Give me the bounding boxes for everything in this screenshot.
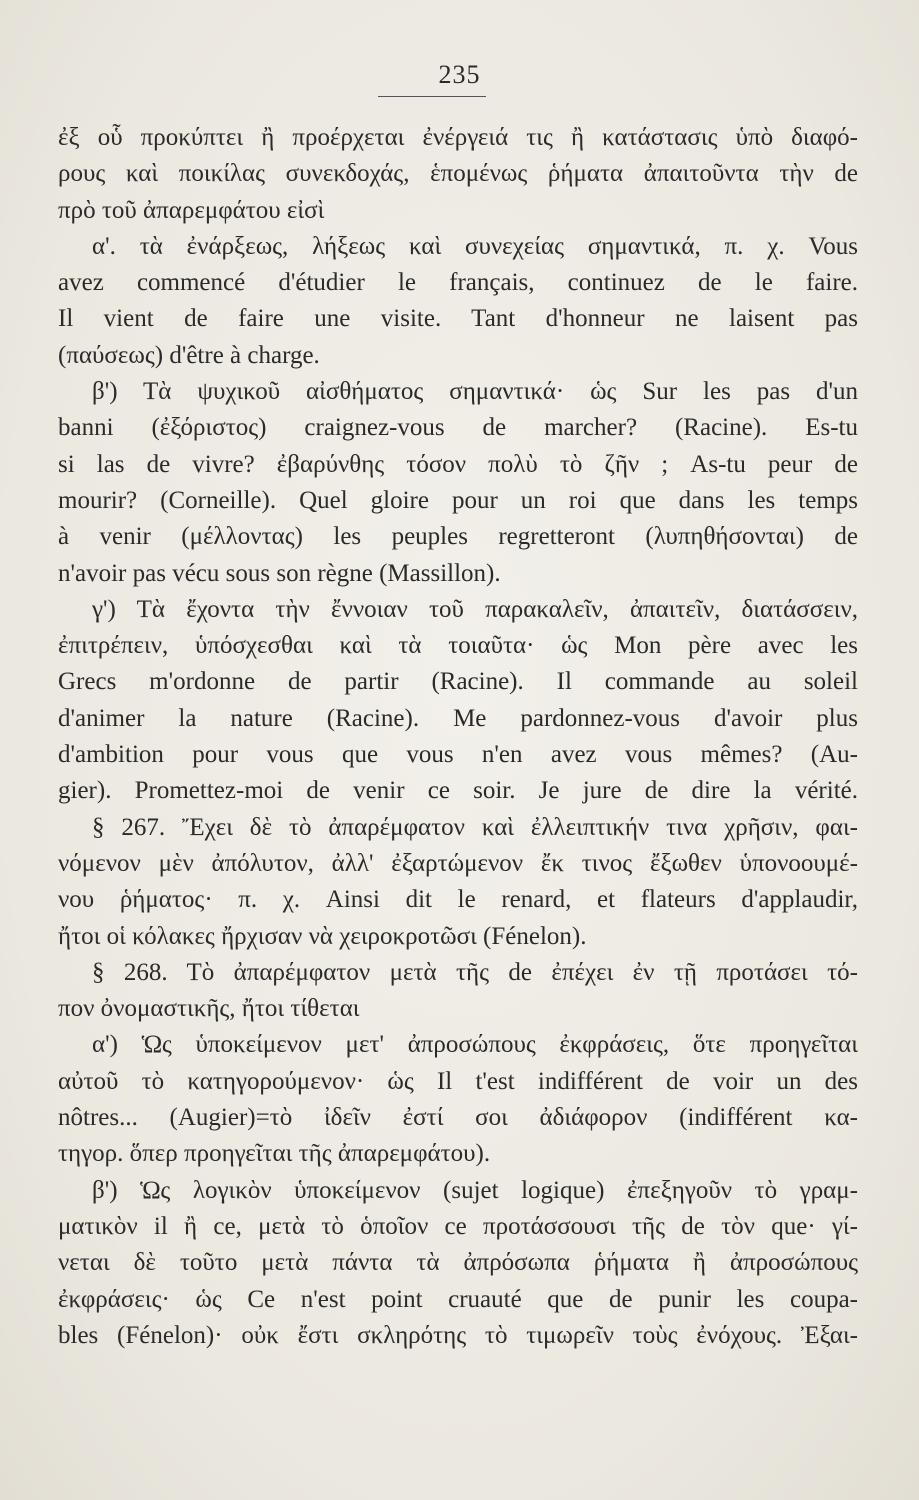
text-line: ματικὸν il ἢ ce, μετὰ τὸ ὁποῖον ce προτάσσουσι τῆς de τὸν que· γί- <box>58 1212 858 1240</box>
text-line: n'avoir pas vécu sous son règne (Massillon). <box>58 559 501 587</box>
text-line: à venir (μέλλοντας) les peuples regretteront (λυπηθήσονται) de <box>58 523 858 551</box>
text-line: § 268. Τὸ ἀπαρέμφατον μετὰ τῆς de ἐπέχει ἐν τῇ προτάσει τό- <box>92 958 858 986</box>
text-line: α') Ὡς ὑποκείμενον μετ' ἀπροσώπους ἐκφράσεις, ὅτε προηγεῖται <box>92 1031 858 1059</box>
text-line: Il vient de faire une visite. Tant d'honneur ne laisent pas <box>58 305 858 333</box>
text-line: νου ῥήματος· π. χ. Ainsi dit le renard, et flateurs d'applaudir, <box>58 886 858 914</box>
text-line: Grecs m'ordonne de partir (Racine). Il commande au soleil <box>58 668 858 696</box>
text-line: d'ambition pour vous que vous n'en avez vous mêmes? (Au- <box>58 741 858 769</box>
text-line: α'. τὰ ἐνάρξεως, λήξεως καὶ συνεχείας σημαντικά, π. χ. Vous <box>92 232 858 260</box>
text-line: (παύσεως) d'être à charge. <box>58 341 320 369</box>
text-line: β') Τὰ ψυχικοῦ αἰσθήματος σημαντικά· ὡς Sur les pas d'un <box>92 378 858 406</box>
page-number: 235 <box>438 60 481 89</box>
text-line: γ') Τὰ ἔχοντα τὴν ἔννοιαν τοῦ παρακαλεῖν, ἀπαιτεῖν, διατάσσειν, <box>92 595 858 623</box>
text-line: banni (ἐξόριστος) craignez-vous de marcher? (Racine). Es-tu <box>58 414 858 442</box>
text-line: bles (Fénelon)· οὐκ ἔστι σκληρότης τὸ τιμωρεῖν τοὺς ἐνόχους. Ἐξαι- <box>58 1321 858 1349</box>
text-line: β') Ὡς λογικὸν ὑποκείμενον (sujet logique) ἐπεξηγοῦν τὸ γραμ- <box>92 1176 858 1204</box>
text-line: mourir? (Corneille). Quel gloire pour un roi que dans les temps <box>58 486 858 514</box>
text-line: avez commencé d'étudier le français, continuez de le faire. <box>58 269 858 297</box>
text-line: πρὸ τοῦ ἀπαρεμφάτου εἰσὶ <box>58 196 325 224</box>
text-line: τηγορ. ὅπερ προηγεῖται τῆς ἀπαρεμφάτου). <box>58 1140 491 1168</box>
text-line: νόμενον μὲν ἀπόλυτον, ἀλλ' ἐξαρτώμενον ἔκ τινος ἔξωθεν ὑπονοουμέ- <box>58 849 858 877</box>
text-line: νεται δὲ τοῦτο μετὰ πάντα τὰ ἀπρόσωπα ῥήματα ἢ ἀπροσώπους <box>58 1249 858 1277</box>
text-line: d'animer la nature (Racine). Me pardonnez-vous d'avoir plus <box>58 704 858 732</box>
text-line: gier). Promettez-moi de venir ce soir. Je jure de dire la vérité. <box>58 777 858 805</box>
text-line: ἐκφράσεις· ὡς Ce n'est point cruauté que de punir les coupa- <box>58 1285 858 1313</box>
text-line: ρους καὶ ποικίλας συνεκδοχάς, ἑπομένως ῥήματα ἀπαιτοῦντα τὴν de <box>58 160 858 188</box>
text-line: nôtres... (Augier)=τὸ ἰδεῖν ἐστί σοι ἀδιάφορον (indifférent κα- <box>58 1104 858 1132</box>
text-line: αὐτοῦ τὸ κατηγορούμενον· ὡς Il t'est indifférent de voir un des <box>58 1067 858 1095</box>
text-line: πον ὀνομαστικῆς, ἤτοι τίθεται <box>58 995 360 1023</box>
text-line: ἐξ οὗ προκύπτει ἢ προέρχεται ἐνέργειά τις ἢ κατάστασις ὑπὸ διαφό- <box>58 124 858 151</box>
text-line: si las de vivre? ἐβαρύνθης τόσον πολὺ τὸ ζῆν ; As-tu peur de <box>58 450 858 478</box>
text-line: ἤτοι οἱ κόλακες ἤρχισαν νὰ χειροκροτῶσι (Fénelon). <box>58 922 587 950</box>
text-body <box>58 120 858 1354</box>
text-line: ἐπιτρέπειν, ὑπόσχεσθαι καὶ τὰ τοιαῦτα· ὡς Mon père avec les <box>58 632 858 660</box>
text-line: § 267. Ἔχει δὲ τὸ ἀπαρέμφατον καὶ ἐλλειπτικήν τινα χρῆσιν, φαι- <box>92 813 858 841</box>
header-rule <box>378 96 486 97</box>
